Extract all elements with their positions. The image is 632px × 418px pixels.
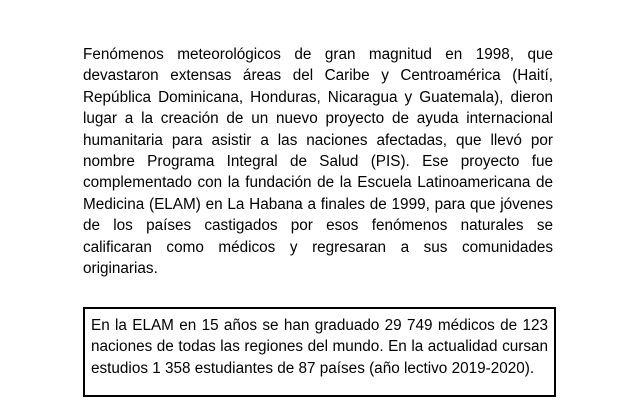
highlight-box-text: En la ELAM en 15 años se han graduado 29 749 médicos de 123 naciones de todas las regiones del mundo. En la actualidad cursan estudios 1 358 estudiantes de 87 países (año lectivo 2019-2020). xyxy=(91,317,548,377)
main-paragraph: Fenómenos meteorológicos de gran magnitud en 1998, que devastaron extensas áreas del Caribe y Centroamérica (Haití, República Dominicana, Honduras, Nicaragua y Guatemala), dieron lugar a la creación de un nuevo proyecto de ayuda internacional humanitaria para asistir a las naciones afectadas, que llevó por nombre Programa Integral de Salud (PIS). Ese proyecto fue complementado con la fundación de la Escuela Latinoamericana de Medicina (ELAM) en La Habana a finales de 1999, para que jóvenes de los países castigados por esos fenómenos naturales se calificaran como médicos y regresaran a sus comunidades originarias. xyxy=(83,46,553,278)
highlight-box xyxy=(83,307,556,397)
